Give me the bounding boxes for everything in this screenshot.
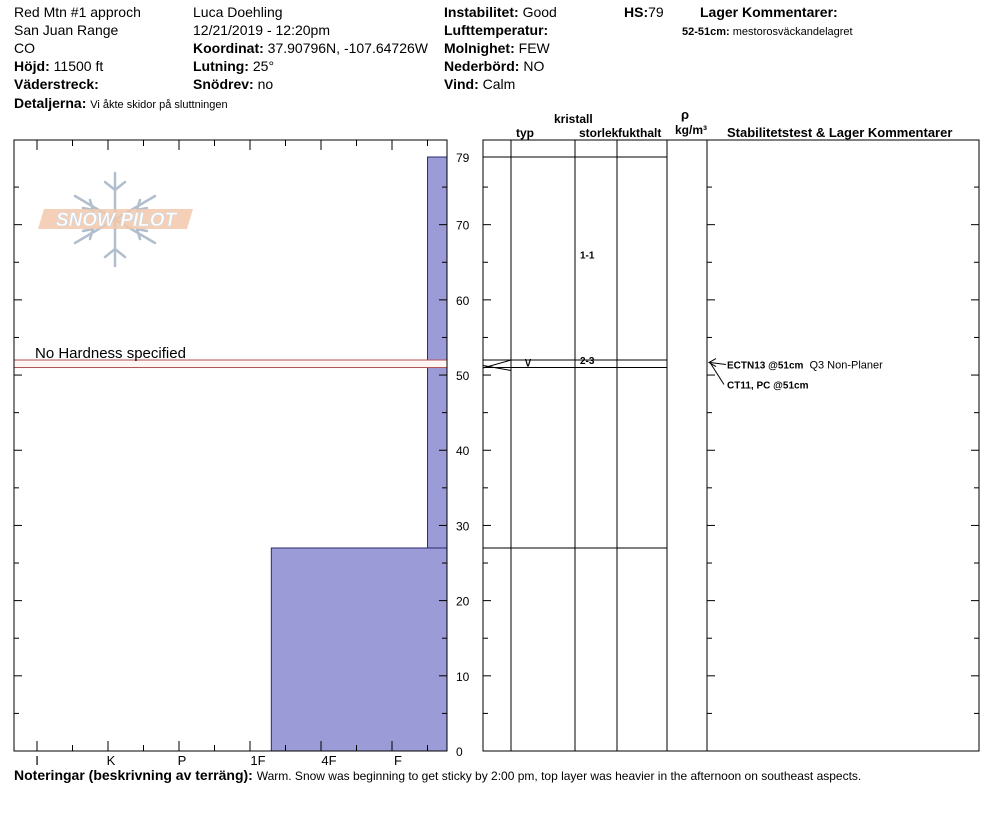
precip-value: NO [523,58,545,74]
y-tick-label-20: 20 [456,594,470,609]
y-tick-label-70: 70 [456,218,470,233]
cloud-label: Molnighet: [444,40,515,56]
density-header: kg/m³ [675,123,708,137]
stability-test-comment-0: Q3 Non-Planer [809,359,883,372]
slope-label: Lutning: [193,58,249,74]
stability-label: Instabilitet: [444,4,519,20]
grain-type-symbol: ∨ [523,354,533,370]
x-tick-label-4F: 4F [321,753,337,768]
y-tick-label-60: 60 [456,293,470,308]
grain-size-label-1: 2-3 [580,356,595,368]
no-hardness-label: No Hardness specified [35,345,186,363]
notes-text: Warm. Snow was beginning to get sticky by 2:00 pm, top layer was heavier in the afternoon on southeast aspects. [256,769,862,783]
details-value: Vi åkte skidor på sluttningen [90,99,228,111]
airtemp-label: Lufttemperatur: [444,22,549,38]
state-name: CO [14,40,35,56]
coord-value: 37.90796N, -107.64726W [267,40,428,56]
size-header: storlek [579,126,619,140]
y-tick-label-79: 79 [456,151,470,165]
wind-label: Vind: [444,76,479,92]
details-label: Detaljerna: [14,95,87,111]
rho-header: ρ [681,107,690,122]
layer-table-frame [483,140,979,751]
stability-test-1 [727,381,809,392]
location-name: Red Mtn #1 approch [14,4,141,20]
stability-test-name-1: CT11, PC @51cm [727,380,809,392]
coord-label: Koordinat: [193,40,264,56]
x-tick-label-F: F [394,753,402,768]
y-tick-label-30: 30 [456,519,470,534]
observer-name: Luca Doehling [193,4,283,20]
y-tick-label-50: 50 [456,369,470,384]
hs-label: HS: [624,4,649,20]
layer-comment-text: mestorosväckandelagret [732,26,853,38]
obs-datetime: 12/21/2019 - 12:20pm [193,22,330,38]
y-tick-label-0: 0 [456,745,463,759]
y-tick-label-40: 40 [456,444,470,459]
hardness-bar-0 [428,157,448,548]
snowpilot-logo [38,173,193,266]
x-tick-label-I: I [35,753,39,768]
crystal-header: kristall [554,112,593,126]
notes-label: Noteringar (beskrivning av terräng): [14,767,253,783]
layer-comment-range: 52-51cm: [682,26,730,38]
stability-test-leader-1 [710,363,724,385]
wind-value: Calm [482,76,516,92]
slope-value: 25° [252,58,275,74]
precip-label: Nederbörd: [444,58,520,74]
moisture-header: fukthalt [618,126,662,140]
hs-value: 79 [648,4,664,20]
drift-value: no [257,76,274,92]
stability-test-0 [727,360,883,372]
connector-top [483,360,511,368]
type-header: typ [516,126,534,140]
stability-test-name-0: ECTN13 @51cm [727,360,804,372]
x-tick-label-1F: 1F [250,753,266,768]
y-tick-label-10: 10 [456,669,470,684]
stability-value: Good [522,4,557,20]
logo-text: SNOW PILOT [55,210,177,231]
stability-tests-header: Stabilitetstest & Lager Kommentarer [727,125,953,140]
elevation-label: Höjd: [14,58,50,74]
cloud-value: FEW [518,40,550,56]
x-tick-label-P: P [177,753,187,768]
layer-comments-title: Lager Kommentarer: [700,4,838,20]
x-tick-label-K: K [106,753,116,768]
elevation-value: 11500 ft [53,58,104,74]
range-name: San Juan Range [14,22,119,38]
aspect-label: Väderstreck: [14,76,99,92]
grain-size-label-0: 1-1 [580,250,595,262]
hardness-bar-1 [271,548,447,751]
drift-label: Snödrev: [193,76,254,92]
notes-row [14,767,861,784]
